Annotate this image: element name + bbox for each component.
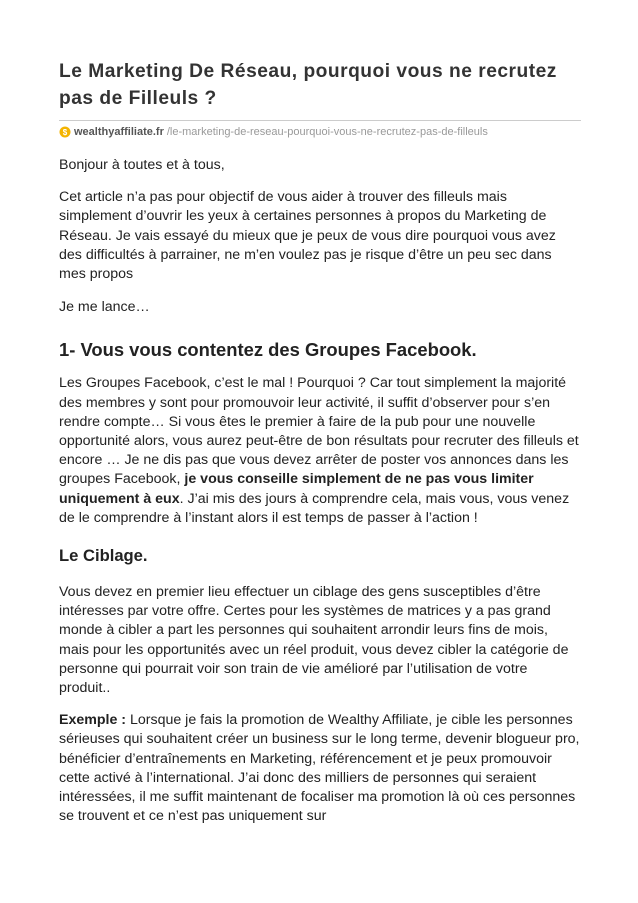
section-heading-facebook-groups: 1- Vous vous contentez des Groupes Facebook. (59, 339, 477, 361)
greeting-paragraph: Bonjour à toutes et à tous, (59, 157, 225, 173)
je-me-lance-paragraph: Je me lance… (59, 299, 150, 316)
facebook-text-after: . J’ai mis des jours à comprendre cela, mais vous, vous venez de le comprendre à l’instant alors il est temps de passer à l’action ! (59, 490, 570, 526)
facebook-text-before: Les Groupes Facebook, c’est le mal ! Pourquoi ? Car tout simplement la majorité des membres y sont pour promouvoir leur activité, il suffit d’observer pour s’en rendre compte… Si vous êtes le premier à faire de la pub pour une nouvelle opportunité alors, vous aurez peut-être de bon résultats pour recruter des filleuls et encore … Je ne dis pas que vous devez arrêter de poster vos annonces dans les groupes Facebook, (59, 375, 579, 488)
wealthy-affiliate-logo-icon (59, 126, 71, 138)
source-path-link[interactable]: /le-marketing-de-reseau-pourquoi-vous-ne-recrutez-pas-de-filleuls (166, 126, 488, 138)
exemple-label: Exemple : (59, 712, 127, 729)
source-line (59, 120, 581, 139)
ciblage-paragraph: Vous devez en premier lieu effectuer un ciblage des gens susceptibles d’être intéresses par votre offre. Certes pour les systèmes de matrices y a pas grand monde à cibler a part les personnes qui souhaitent arrondir leurs fins de mois, mais pour les opportunités avec un réel produit, vous devez cibler la catégorie de personne qui pourrait voir son train de vie amélioré par l’utilisation de votre produit.. (59, 584, 569, 697)
document-page (59, 58, 581, 826)
facebook-groups-paragraph (59, 374, 581, 528)
intro-paragraph: Cet article n’a pas pour objectif de vous aider à trouver des filleuls mais simplement d’ouvrir les yeux à certaines personnes à propos du Marketing de Réseau. Je vais essayé du mieux que je peux de vous dire pourquoi vous avez des difficultés à parrainer, ne m’en voulez pas je risque d’être un peu sec dans mes propos (59, 189, 556, 283)
document-title: Le Marketing De Réseau, pourquoi vous ne recrutez pas de Filleuls ? (59, 61, 557, 109)
svg-text:$: $ (62, 128, 68, 137)
exemple-paragraph (59, 711, 581, 826)
section-heading-ciblage: Le Ciblage. (59, 546, 148, 566)
source-domain-link[interactable]: wealthyaffiliate.fr (74, 126, 164, 138)
facebook-bold-advice: je vous conseille simplement de ne pas vous limiter uniquement à eux (59, 471, 534, 507)
exemple-text: Lorsque je fais la promotion de Wealthy Affiliate, je cible les personnes sérieuses qui souhaitent créer un business sur le long terme, devenir blogueur pro, bénéficier d’entraînements en Marketing, référencement et je peux promouvoir cette activé à l’international. J’ai donc des milliers de personnes qui seraient intéressées, il me suffit maintenant de focaliser ma promotion là où ces personnes se trouvent et ce n’est pas uniquement sur (59, 712, 580, 825)
